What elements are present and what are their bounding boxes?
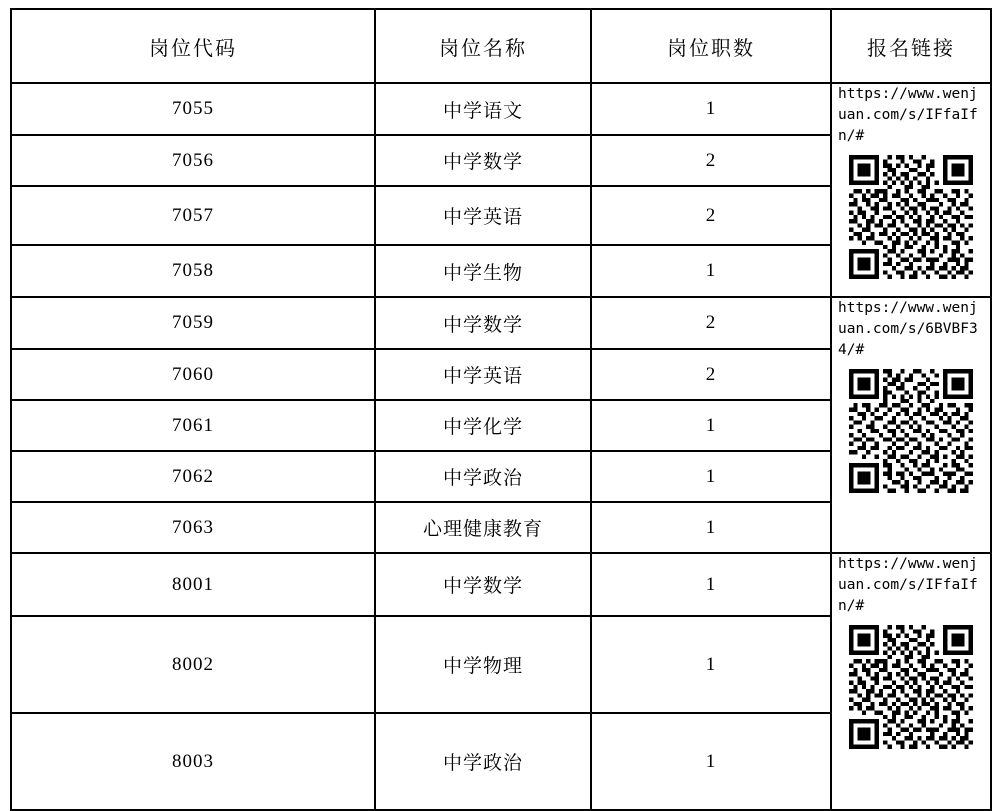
- cell-job-count: 1: [591, 713, 831, 810]
- job-positions-table: [10, 8, 992, 811]
- qr-code-image: [849, 369, 973, 493]
- table-row: [11, 297, 991, 349]
- cell-job-code: 8002: [11, 616, 375, 713]
- cell-job-count: 2: [591, 349, 831, 400]
- column-header-link: 报名链接: [831, 9, 991, 83]
- registration-url-text[interactable]: https://www.wenjuan.com/s/IFfaIfn/#: [838, 556, 978, 615]
- cell-job-code: 7063: [11, 502, 375, 553]
- cell-job-count: 1: [591, 83, 831, 135]
- table-header-row: [11, 9, 991, 83]
- registration-url-text[interactable]: https://www.wenjuan.com/s/IFfaIfn/#: [838, 86, 978, 145]
- cell-job-name: 中学英语: [375, 349, 591, 400]
- table-header: [11, 9, 991, 83]
- cell-job-name: 中学政治: [375, 713, 591, 810]
- cell-job-name: 中学政治: [375, 451, 591, 502]
- cell-job-code: 7062: [11, 451, 375, 502]
- cell-job-code: 7059: [11, 297, 375, 349]
- cell-job-code: 8003: [11, 713, 375, 810]
- cell-job-name: 中学化学: [375, 400, 591, 451]
- cell-job-code: 7057: [11, 186, 375, 245]
- qr-code-image: [849, 155, 973, 279]
- cell-job-count: 1: [591, 616, 831, 713]
- cell-job-count: 1: [591, 451, 831, 502]
- cell-job-count: 2: [591, 135, 831, 186]
- cell-job-count: 1: [591, 400, 831, 451]
- cell-job-name: 中学数学: [375, 553, 591, 616]
- cell-job-code: 7058: [11, 245, 375, 297]
- registration-url-text[interactable]: https://www.wenjuan.com/s/6BVBF34/#: [838, 300, 978, 359]
- column-header-count: 岗位职数: [591, 9, 831, 83]
- cell-job-name: 中学数学: [375, 135, 591, 186]
- cell-job-code: 8001: [11, 553, 375, 616]
- cell-job-code: 7055: [11, 83, 375, 135]
- cell-job-count: 1: [591, 502, 831, 553]
- cell-job-count: 1: [591, 245, 831, 297]
- cell-job-name: 中学英语: [375, 186, 591, 245]
- cell-job-code: 7056: [11, 135, 375, 186]
- table-row: [11, 553, 991, 616]
- cell-registration-link[interactable]: [831, 297, 991, 553]
- cell-job-count: 2: [591, 297, 831, 349]
- table-row: [11, 83, 991, 135]
- table-body: [11, 83, 991, 810]
- cell-job-count: 2: [591, 186, 831, 245]
- cell-registration-link[interactable]: [831, 83, 991, 297]
- column-header-name: 岗位名称: [375, 9, 591, 83]
- cell-job-name: 中学数学: [375, 297, 591, 349]
- cell-job-code: 7060: [11, 349, 375, 400]
- qr-code-image: [849, 625, 973, 749]
- column-header-code: 岗位代码: [11, 9, 375, 83]
- cell-job-name: 心理健康教育: [375, 502, 591, 553]
- cell-job-count: 1: [591, 553, 831, 616]
- cell-job-name: 中学生物: [375, 245, 591, 297]
- cell-job-name: 中学语文: [375, 83, 591, 135]
- cell-registration-link[interactable]: [831, 553, 991, 810]
- cell-job-code: 7061: [11, 400, 375, 451]
- cell-job-name: 中学物理: [375, 616, 591, 713]
